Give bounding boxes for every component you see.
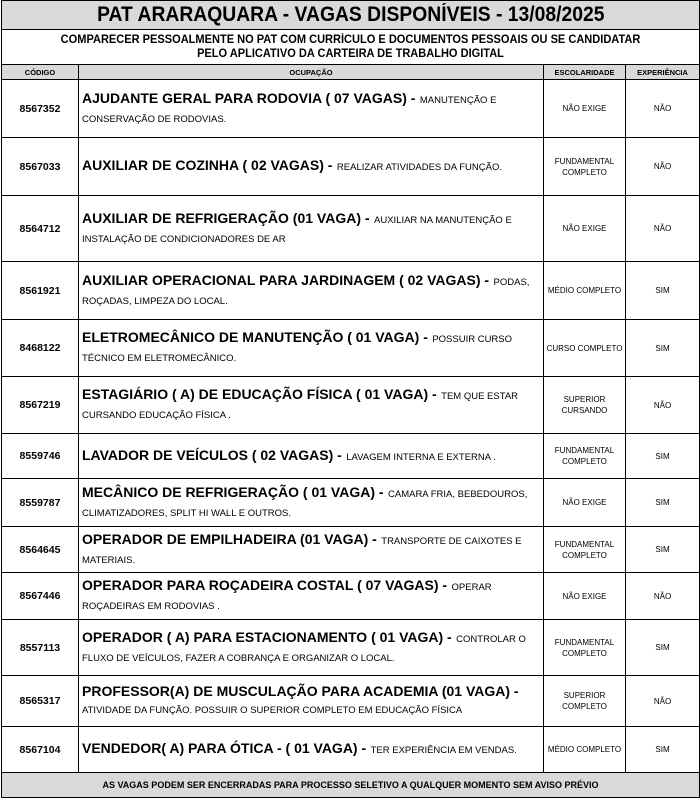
job-title: MECÂNICO DE REFRIGERAÇÃO ( 01 VAGA) - [82, 483, 384, 500]
header-education: ESCOLARIDADE [544, 65, 626, 80]
job-code: 8565317 [2, 676, 79, 727]
job-education: NÃO EXIGE [544, 196, 626, 262]
instructions-line-2: PELO APLICATIVO DA CARTEIRA DE TRABALHO DIGITAL [197, 48, 504, 60]
job-code: 8567446 [2, 573, 79, 620]
job-occupation [79, 80, 544, 138]
job-education: SUPERIOR COMPLETO [544, 676, 626, 727]
header-experience: EXPERIÊNCIA [626, 65, 700, 80]
job-code: 8567219 [2, 377, 79, 434]
page-title [2, 1, 700, 30]
job-education: CURSO COMPLETO [544, 320, 626, 377]
job-description: POSSUIR CURSO TÉCNICO EM ELETROMECÂNICO. [82, 334, 513, 364]
job-education: FUNDAMENTAL COMPLETO [544, 138, 626, 196]
job-education: NÃO EXIGE [544, 80, 626, 138]
job-description: TRANSPORTE DE CAIXOTES E MATERIAIS. [82, 535, 522, 566]
job-title: OPERADOR PARA ROÇADEIRA COSTAL ( 07 VAGAS) - [82, 577, 448, 593]
job-title: AUXILIAR OPERACIONAL PARA JARDINAGEM ( 02 VAGAS) - [82, 271, 490, 288]
job-experience: NÃO [626, 138, 700, 196]
job-experience: NÃO [626, 80, 700, 138]
job-description: ATIVIDADE DA FUNÇÃO. POSSUIR O SUPERIOR COMPLETO EM EDUCAÇÃO FÍSICA [82, 705, 463, 716]
job-occupation [79, 479, 544, 527]
job-experience: SIM [626, 527, 700, 573]
table-row [2, 727, 700, 773]
table-row [2, 479, 700, 527]
job-code: 8557113 [2, 620, 79, 676]
job-code: 8567033 [2, 138, 79, 196]
instructions-line-1: COMPARECER PESSOALMENTE NO PAT COM CURRÍCULO E DOCUMENTOS PESSOAIS OU SE CANDIDATAR [60, 34, 641, 46]
job-occupation [79, 262, 544, 320]
job-occupation [79, 320, 544, 377]
job-title: AUXILIAR DE COZINHA ( 02 VAGAS) - [82, 157, 333, 173]
job-code: 8561921 [2, 262, 79, 320]
job-experience: SIM [626, 620, 700, 676]
table-row [2, 196, 700, 262]
job-code: 8564712 [2, 196, 79, 262]
table-row [2, 573, 700, 620]
job-code: 8468122 [2, 320, 79, 377]
job-code: 8559787 [2, 479, 79, 527]
job-title: OPERADOR DE EMPILHADEIRA (01 VAGA) - [82, 530, 377, 547]
header-occupation: OCUPAÇÃO [79, 65, 544, 80]
job-experience: SIM [626, 727, 700, 773]
job-code: 8564645 [2, 527, 79, 573]
job-experience: SIM [626, 434, 700, 479]
job-description: CAMARA FRIA, BEBEDOUROS, CLIMATIZADORES, SPLIT HI WALL E OUTROS. [82, 488, 528, 519]
job-education: FUNDAMENTAL COMPLETO [544, 527, 626, 573]
job-education: SUPERIOR CURSANDO [544, 377, 626, 434]
job-code: 8567352 [2, 80, 79, 138]
table-row [2, 138, 700, 196]
job-experience: NÃO [626, 676, 700, 727]
job-education: FUNDAMENTAL COMPLETO [544, 620, 626, 676]
job-title: PROFESSOR(A) DE MUSCULAÇÃO PARA ACADEMIA (01 VAGA) - [82, 683, 519, 699]
table-row [2, 676, 700, 727]
job-occupation [79, 138, 544, 196]
job-code: 8567104 [2, 727, 79, 773]
job-description: LAVAGEM INTERNA E EXTERNA . [346, 451, 496, 463]
instructions-banner [2, 30, 700, 65]
table-header-row [2, 65, 700, 80]
job-experience: SIM [626, 479, 700, 527]
job-description: PODAS, ROÇADAS, LIMPEZA DO LOCAL. [82, 276, 530, 307]
table-row [2, 434, 700, 479]
job-education: FUNDAMENTAL COMPLETO [544, 434, 626, 479]
job-occupation [79, 434, 544, 479]
job-experience: SIM [626, 262, 700, 320]
job-title: ELETROMECÂNICO DE MANUTENÇÃO ( 01 VAGA) - [82, 329, 428, 345]
header-code: CÓDIGO [2, 65, 79, 80]
job-experience: NÃO [626, 196, 700, 262]
job-description: AUXILIAR NA MANUTENÇÃO E INSTALAÇÃO DE CONDICIONADORES DE AR [82, 214, 512, 245]
job-occupation [79, 676, 544, 727]
footer-notice: AS VAGAS PODEM SER ENCERRADAS PARA PROCESSO SELETIVO A QUALQUER MOMENTO SEM AVISO PRÉVIO [2, 773, 700, 798]
job-occupation [79, 727, 544, 773]
job-occupation [79, 620, 544, 676]
page-title-text: PAT ARARAQUARA - VAGAS DISPONÍVEIS - 13/08/2025 [96, 3, 605, 26]
job-occupation [79, 573, 544, 620]
job-table [1, 0, 700, 798]
job-education: NÃO EXIGE [544, 573, 626, 620]
job-title: VENDEDOR( A) PARA ÓTICA - ( 01 VAGA) - [82, 740, 367, 756]
job-description: TEM QUE ESTAR CURSANDO EDUCAÇÃO FÍSICA . [82, 391, 519, 421]
job-title: OPERADOR ( A) PARA ESTACIONAMENTO ( 01 VAGA) - [82, 628, 452, 645]
job-education: MÉDIO COMPLETO [544, 262, 626, 320]
job-title: AJUDANTE GERAL PARA RODOVIA ( 07 VAGAS) - [82, 89, 416, 106]
job-description: REALIZAR ATIVIDADES DA FUNÇÃO. [336, 162, 502, 173]
table-row [2, 527, 700, 573]
job-description: OPERAR ROÇADEIRAS EM RODOVIAS . [82, 582, 492, 612]
job-description: MANUTENÇÃO E CONSERVAÇÃO DE RODOVIAS. [82, 94, 497, 125]
job-code: 8559746 [2, 434, 79, 479]
table-row [2, 80, 700, 138]
job-description: CONTROLAR O FLUXO DE VEÍCULOS, FAZER A COBRANÇA E ORGANIZAR O LOCAL. [82, 633, 526, 664]
table-row [2, 620, 700, 676]
job-experience: NÃO [626, 377, 700, 434]
footer-row [2, 773, 700, 798]
job-experience: NÃO [626, 573, 700, 620]
job-title: ESTAGIÁRIO ( A) DE EDUCAÇÃO FÍSICA ( 01 VAGA) - [82, 386, 437, 402]
job-description: TER EXPERIÊNCIA EM VENDAS. [370, 745, 517, 756]
job-occupation [79, 527, 544, 573]
job-occupation [79, 377, 544, 434]
job-education: NÃO EXIGE [544, 479, 626, 527]
job-title: AUXILIAR DE REFRIGERAÇÃO (01 VAGA) - [82, 209, 370, 226]
table-row [2, 320, 700, 377]
table-row [2, 377, 700, 434]
job-experience: SIM [626, 320, 700, 377]
job-occupation [79, 196, 544, 262]
table-row [2, 262, 700, 320]
job-education: MÉDIO COMPLETO [544, 727, 626, 773]
job-title: LAVADOR DE VEÍCULOS ( 02 VAGAS) - [82, 446, 342, 463]
